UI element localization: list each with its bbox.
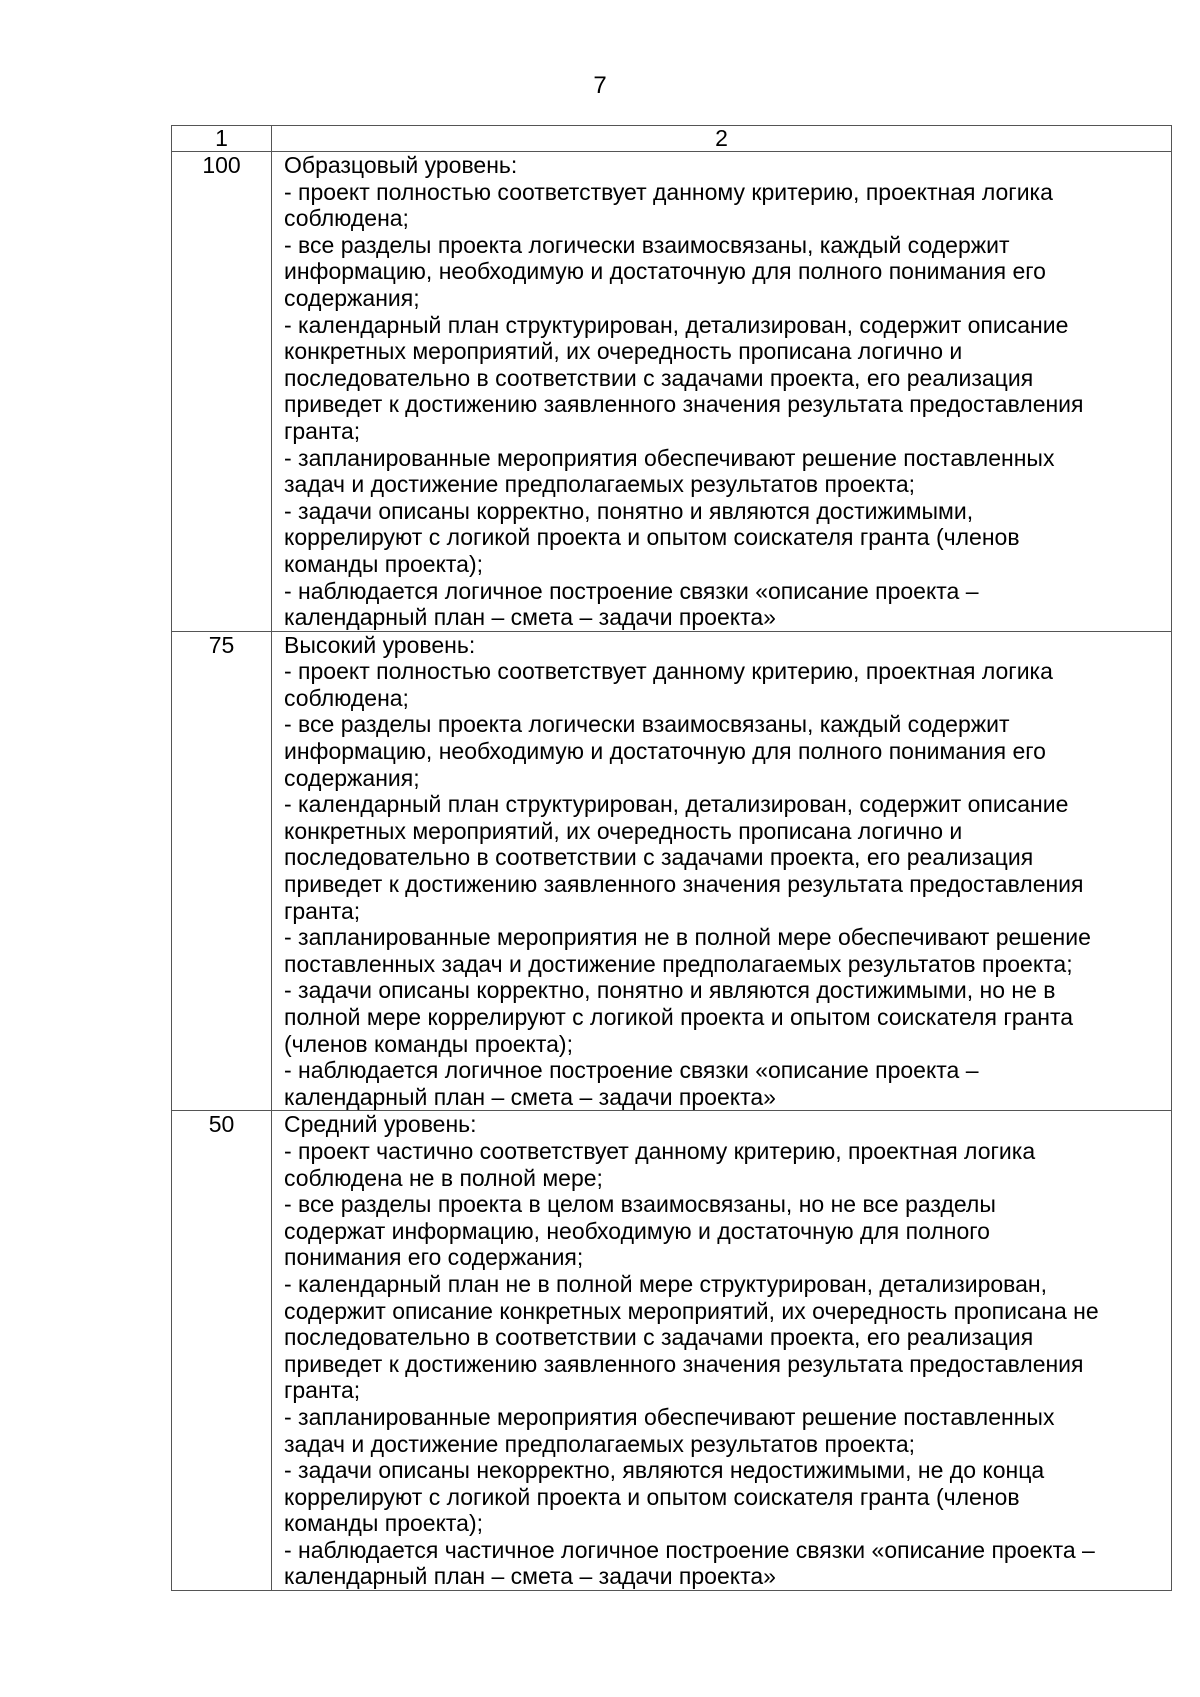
description-line: гранта;	[284, 417, 361, 444]
description-line: - наблюдается логичное построение связки «описание проекта –	[284, 1057, 979, 1084]
description-line: соблюдена;	[284, 684, 409, 711]
description-line: - задачи описаны некорректно, являются недостижимыми, не до конца	[284, 1457, 1045, 1484]
score-cell: 50	[172, 1111, 272, 1591]
description-line: - проект полностью соответствует данному критерию, проектная логика	[284, 178, 1053, 205]
page-number: 7	[593, 72, 607, 99]
description-line: календарный план – смета – задачи проекта»	[284, 1083, 776, 1110]
description-line: - наблюдается частичное логичное построение связки «описание проекта –	[284, 1536, 1095, 1563]
description-line: гранта;	[284, 1377, 361, 1404]
score-cell: 100	[172, 152, 272, 632]
description-line: - наблюдается логичное построение связки «описание проекта –	[284, 577, 979, 604]
table-header-row	[172, 126, 1172, 152]
description-line: приведет к достижению заявленного значения результата предоставления	[284, 391, 1084, 418]
description-line: последовательно в соответствии с задачами проекта, его реализация	[284, 844, 1034, 871]
description-line: - запланированные мероприятия не в полной мере обеспечивают решение	[284, 924, 1091, 951]
description-line: содержит описание конкретных мероприятий, их очередность прописана не	[284, 1297, 1099, 1324]
description-line: полной мере коррелируют с логикой проекта и опытом соискателя гранта	[284, 1004, 1074, 1030]
description-line: команды проекта);	[284, 550, 484, 577]
description-line: календарный план – смета – задачи проекта»	[284, 1563, 776, 1590]
description-line: задач и достижение предполагаемых результатов проекта;	[284, 471, 916, 498]
description-line: содержат информацию, необходимую и достаточную для полного	[284, 1217, 990, 1244]
criteria-table	[171, 125, 1172, 1591]
description-line: - все разделы проекта логически взаимосвязаны, каждый содержит	[284, 231, 1010, 258]
description-line: приведет к достижению заявленного значения результата предоставления	[284, 871, 1084, 898]
description-line: коррелируют с логикой проекта и опытом соискателя гранта (членов	[284, 524, 1020, 551]
description-line: коррелируют с логикой проекта и опытом соискателя гранта (членов	[284, 1483, 1020, 1510]
description-line: - задачи описаны корректно, понятно и являются достижимыми,	[284, 497, 974, 524]
description-cell	[272, 152, 1172, 632]
description-line: содержания;	[284, 764, 420, 791]
description-line: информацию, необходимую и достаточную для полного понимания его	[284, 258, 1046, 285]
description-line: календарный план – смета – задачи проекта»	[284, 604, 776, 631]
description-line: поставленных задач и достижение предполагаемых результатов проекта;	[284, 950, 1073, 977]
description-line: - календарный план не в полной мере структурирован, детализирован,	[284, 1270, 1047, 1297]
description-line: содержания;	[284, 284, 420, 311]
description-line: гранта;	[284, 897, 361, 924]
description-line: Образцовый уровень:	[284, 152, 518, 178]
description-line: задач и достижение предполагаемых результатов проекта;	[284, 1430, 916, 1457]
description-line: - проект полностью соответствует данному критерию, проектная логика	[284, 658, 1053, 685]
description-line: (членов команды проекта);	[284, 1030, 573, 1057]
description-line: последовательно в соответствии с задачами проекта, его реализация	[284, 1324, 1034, 1351]
description-line: приведет к достижению заявленного значения результата предоставления	[284, 1350, 1084, 1377]
table-row	[172, 152, 1172, 632]
description-line: - запланированные мероприятия обеспечивают решение поставленных	[284, 444, 1055, 471]
description-line: - задачи описаны корректно, понятно и являются достижимыми, но не в	[284, 977, 1056, 1004]
description-line: - все разделы проекта логически взаимосвязаны, каждый содержит	[284, 711, 1010, 738]
description-cell	[272, 1111, 1172, 1591]
description-line: конкретных мероприятий, их очередность прописана логично и	[284, 338, 963, 365]
description-line: соблюдена не в полной мере;	[284, 1164, 603, 1191]
header-cell-description: 2	[272, 126, 1172, 152]
description-cell	[272, 631, 1172, 1111]
table-row	[172, 631, 1172, 1111]
description-line: - запланированные мероприятия обеспечивают решение поставленных	[284, 1403, 1055, 1430]
description-line: последовательно в соответствии с задачами проекта, его реализация	[284, 364, 1034, 391]
description-line: - календарный план структурирован, детализирован, содержит описание	[284, 791, 1069, 818]
description-line: - календарный план структурирован, детализирован, содержит описание	[284, 311, 1069, 338]
description-line: Средний уровень:	[284, 1111, 477, 1138]
header-cell-score: 1	[172, 126, 272, 152]
description-line: - все разделы проекта в целом взаимосвязаны, но не все разделы	[284, 1191, 996, 1218]
description-line: конкретных мероприятий, их очередность прописана логично и	[284, 817, 963, 844]
description-line: понимания его содержания;	[284, 1244, 584, 1271]
description-line: Высокий уровень:	[284, 631, 476, 658]
description-line: команды проекта);	[284, 1510, 484, 1537]
description-line: соблюдена;	[284, 205, 409, 232]
table-row	[172, 1111, 1172, 1591]
score-cell: 75	[172, 631, 272, 1111]
description-line: - проект частично соответствует данному критерию, проектная логика	[284, 1137, 1036, 1164]
description-line: информацию, необходимую и достаточную для полного понимания его	[284, 738, 1046, 765]
